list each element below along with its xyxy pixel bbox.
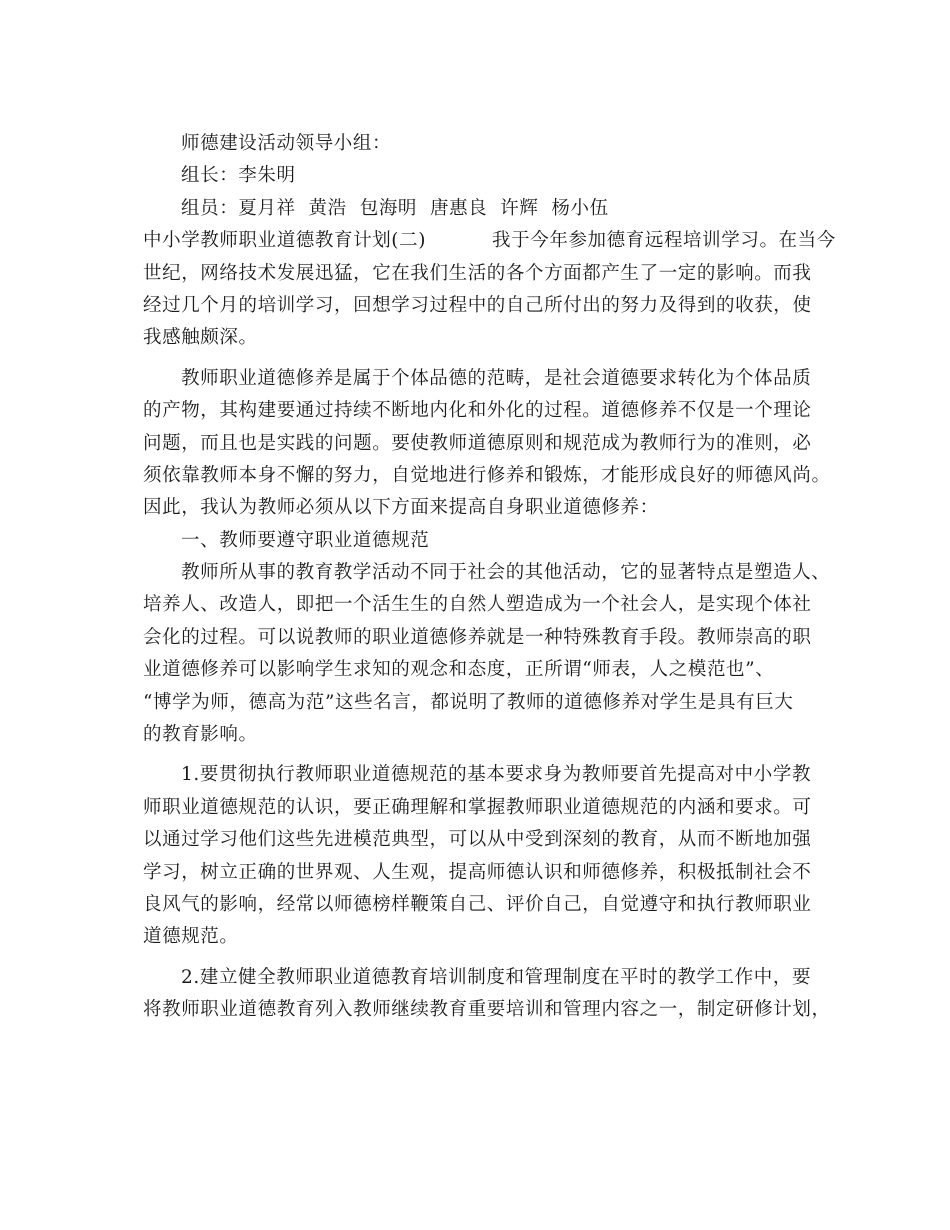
paragraph-3-line-4: 业道德修养可以影响学生求知的观念和态度，正所谓“师表，人之模范也”、 xyxy=(143,659,775,681)
leader-line: 组长：李朱明 xyxy=(181,165,296,187)
paragraph-4-line-2: 师职业道德规范的认识，要正确理解和掌握教师职业道德规范的内涵和要求。可 xyxy=(143,796,812,818)
paragraph-5-line-1: 2.建立健全教师职业道德教育培训制度和管理制度在平时的教学工作中，要 xyxy=(181,966,812,988)
document-body xyxy=(143,128,836,1027)
paragraph-4-line-1: 1.要贯彻执行教师职业道德规范的基本要求身为教师要首先提高对中小学教 xyxy=(181,764,812,786)
paragraph-5-line-2: 将教师职业道德教育列入教师继续教育重要培训和管理内容之一，制定研修计划， xyxy=(143,999,831,1021)
paragraph-2-line-3: 问题，而且也是实践的问题。要使教师道德原则和规范成为教师行为的准则，必 xyxy=(143,432,812,454)
paragraph-3-line-1: 教师所从事的教育教学活动不同于社会的其他活动，它的显著特点是塑造人、 xyxy=(181,562,831,584)
paragraph-4-line-6: 道德规范。 xyxy=(143,926,239,948)
paragraph-4-line-3: 以通过学习他们这些先进模范典型，可以从中受到深刻的教育，从而不断地加强 xyxy=(143,829,812,851)
plan-title-line xyxy=(143,225,836,257)
spacer xyxy=(143,751,805,759)
paragraph-1-line-1: 我于今年参加德育远程培训学习。在当今 xyxy=(492,230,836,252)
paragraph-1-line-2: 世纪，网络技术发展迅猛，它在我们生活的各个方面都产生了一定的影响。而我 xyxy=(143,262,812,284)
paragraph-4-line-4: 学习，树立正确的世界观、人生观，提高师德认识和师德修养，积极抵制社会不 xyxy=(143,861,812,883)
paragraph-3-line-5: “博学为师，德高为范”这些名言，都说明了教师的道德修养对学生是具有巨大 xyxy=(143,691,794,713)
paragraph-2-line-2: 的产物，其构建要通过持续不断地内化和外化的过程。道德修养不仅是一个理论 xyxy=(143,400,812,422)
spacer xyxy=(143,355,805,363)
paragraph-1-line-3: 经过几个月的培训学习，回想学习过程中的自己所付出的努力及得到的收获，使 xyxy=(143,294,812,316)
paragraph-3-line-2: 培养人、改造人，即把一个活生生的自然人塑造成为一个社会人，是实现个体社 xyxy=(143,594,812,616)
paragraph-1-line-4: 我感触颇深。 xyxy=(143,327,258,349)
spacer xyxy=(143,954,805,962)
plan-title: 中小学教师职业道德教育计划(二) xyxy=(143,230,427,252)
paragraph-2-line-1: 教师职业道德修养是属于个体品德的范畴，是社会道德要求转化为个体品质 xyxy=(181,367,812,389)
paragraph-3-line-6: 的教育影响。 xyxy=(143,724,258,746)
paragraph-2-line-4: 须依靠教师本身不懈的努力，自觉地进行修养和锻炼，才能形成良好的师德风尚。 xyxy=(143,464,831,486)
paragraph-4-line-5: 良风气的影响，经常以师德榜样鞭策自己、评价自己，自觉遵守和执行教师职业 xyxy=(143,893,812,915)
paragraph-3-line-3: 会化的过程。可以说教师的职业道德修养就是一种特殊教育手段。教师崇高的职 xyxy=(143,626,812,648)
section-1-heading: 一、教师要遵守职业道德规范 xyxy=(181,529,430,551)
members-line: 组员：夏月祥 黄浩 包海明 唐惠良 许辉 杨小伍 xyxy=(181,197,609,219)
paragraph-2-line-5: 因此，我认为教师必须从以下方面来提高自身职业道德修养： xyxy=(143,497,659,519)
committee-heading: 师德建设活动领导小组： xyxy=(181,133,392,154)
